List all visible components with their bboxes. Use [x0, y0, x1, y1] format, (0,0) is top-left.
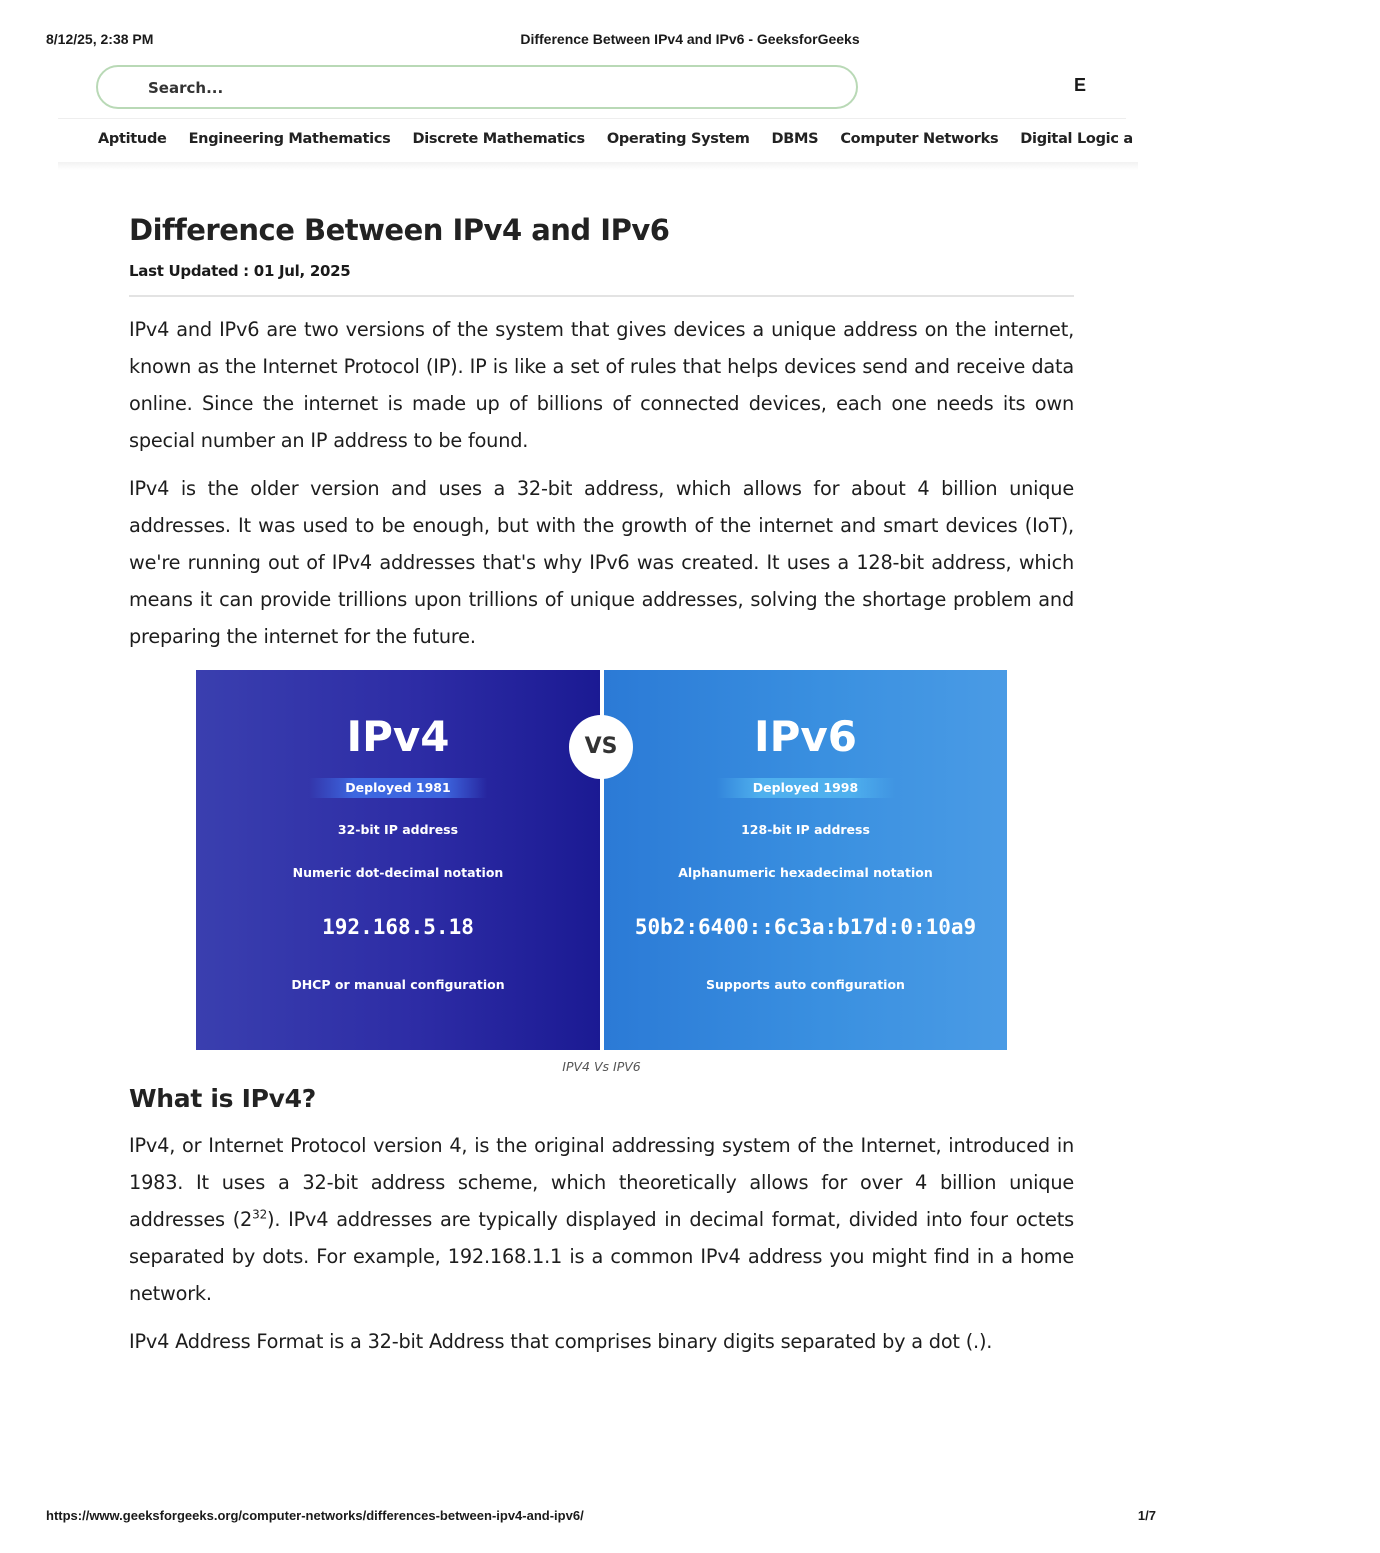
header-letter[interactable]: E: [1074, 75, 1087, 95]
ipv4-deployed: Deployed 1981: [309, 778, 487, 798]
ipv4-vs-ipv6-image: [196, 670, 1007, 1050]
last-updated: Last Updated : 01 Jul, 2025: [129, 262, 351, 280]
ipv4-title: IPv4: [346, 712, 450, 761]
print-header: [0, 31, 1200, 51]
section-paragraph: IPv4 Address Format is a 32-bit Address that comprises binary digits separated by a dot (.).: [129, 1330, 993, 1353]
print-url: https://www.geeksforgeeks.org/computer-networks/differences-between-ipv4-and-ipv6/: [46, 1508, 584, 1523]
print-page-number: 1/7: [1137, 1508, 1156, 1523]
ipv6-example-address: 50b2:6400::6c3a:b17d:0:10a9: [634, 915, 977, 939]
ipv4-config: DHCP or manual configuration: [291, 977, 505, 992]
figure-caption: IPV4 Vs IPV6: [562, 1059, 641, 1074]
ipv4-notation: Numeric dot-decimal notation: [292, 865, 504, 880]
ipv6-title: IPv6: [753, 712, 857, 761]
section-text: ). IPv4 addresses are typically displayed in decimal format, divided into four octets separated by dots. For example, 192.168.1.1 is a common IPv4 address you might find in a home network.: [129, 1208, 1074, 1305]
nav-item-computer-networks[interactable]: Computer Networks: [840, 131, 999, 147]
nav-item-discrete-mathematics[interactable]: Discrete Mathematics: [412, 131, 585, 147]
intro-paragraph: IPv4 and IPv6 are two versions of the system that gives devices a unique address on the internet, known as the Internet Protocol (IP). IP is like a set of rules that helps devices send and receive data online. Since the internet is made up of billions of connected devices, each one needs its own special number an IP address to be found.: [129, 318, 1074, 452]
intro-paragraph: IPv4 is the older version and uses a 32-bit address, which allows for about 4 billion unique addresses. It was used to be enough, but with the growth of the internet and smart devices (IoT), we're running out of IPv4 addresses that's why IPv6 was created. It uses a 128-bit address, which means it can provide trillions upon trillions of unique addresses, solving the shortage problem and preparing the internet for the future.: [129, 477, 1074, 648]
nav-item-digital-logic[interactable]: Digital Logic a: [1020, 131, 1133, 147]
category-nav: [98, 130, 1133, 160]
ipv6-deployed: Deployed 1998: [717, 778, 895, 798]
search-bar: [96, 65, 1136, 109]
section-heading: What is IPv4?: [129, 1084, 316, 1113]
nav-item-engineering-mathematics[interactable]: Engineering Mathematics: [188, 131, 391, 147]
ipv6-config: Supports auto configuration: [706, 977, 905, 992]
print-timestamp: 8/12/25, 2:38 PM: [46, 31, 154, 47]
nav-item-dbms[interactable]: DBMS: [771, 131, 819, 147]
nav-item-aptitude[interactable]: Aptitude: [98, 131, 167, 147]
nav-item-operating-system[interactable]: Operating System: [606, 131, 750, 147]
ipv6-panel: [604, 670, 1007, 1050]
title-divider: [129, 295, 1074, 297]
search-box[interactable]: [96, 65, 858, 109]
nav-shadow: [58, 162, 1138, 170]
ipv4-bits: 32-bit IP address: [337, 822, 459, 837]
search-input[interactable]: [146, 76, 830, 100]
article: [129, 208, 1074, 1353]
ipv4-example-address: 192.168.5.18: [322, 915, 474, 939]
ipv4-panel: [196, 670, 600, 1050]
vs-badge: VS: [569, 715, 633, 779]
ipv6-bits: 128-bit IP address: [741, 822, 870, 837]
article-title: Difference Between IPv4 and IPv6: [129, 213, 670, 247]
superscript-exponent: 32: [252, 1207, 268, 1222]
section-paragraph: [129, 1127, 1074, 1312]
ipv6-notation: Alphanumeric hexadecimal notation: [678, 865, 933, 880]
print-page-title: Difference Between IPv4 and IPv6 - GeeksforGeeks: [520, 31, 860, 47]
section-text: IPv4, or Internet Protocol version 4, is the original addressing system of the Internet, introduced in 1983. It uses a 32-bit address scheme, which theoretically allows for over 4 billion unique addresses (2: [129, 1134, 1074, 1231]
nav-divider: [58, 118, 1126, 119]
